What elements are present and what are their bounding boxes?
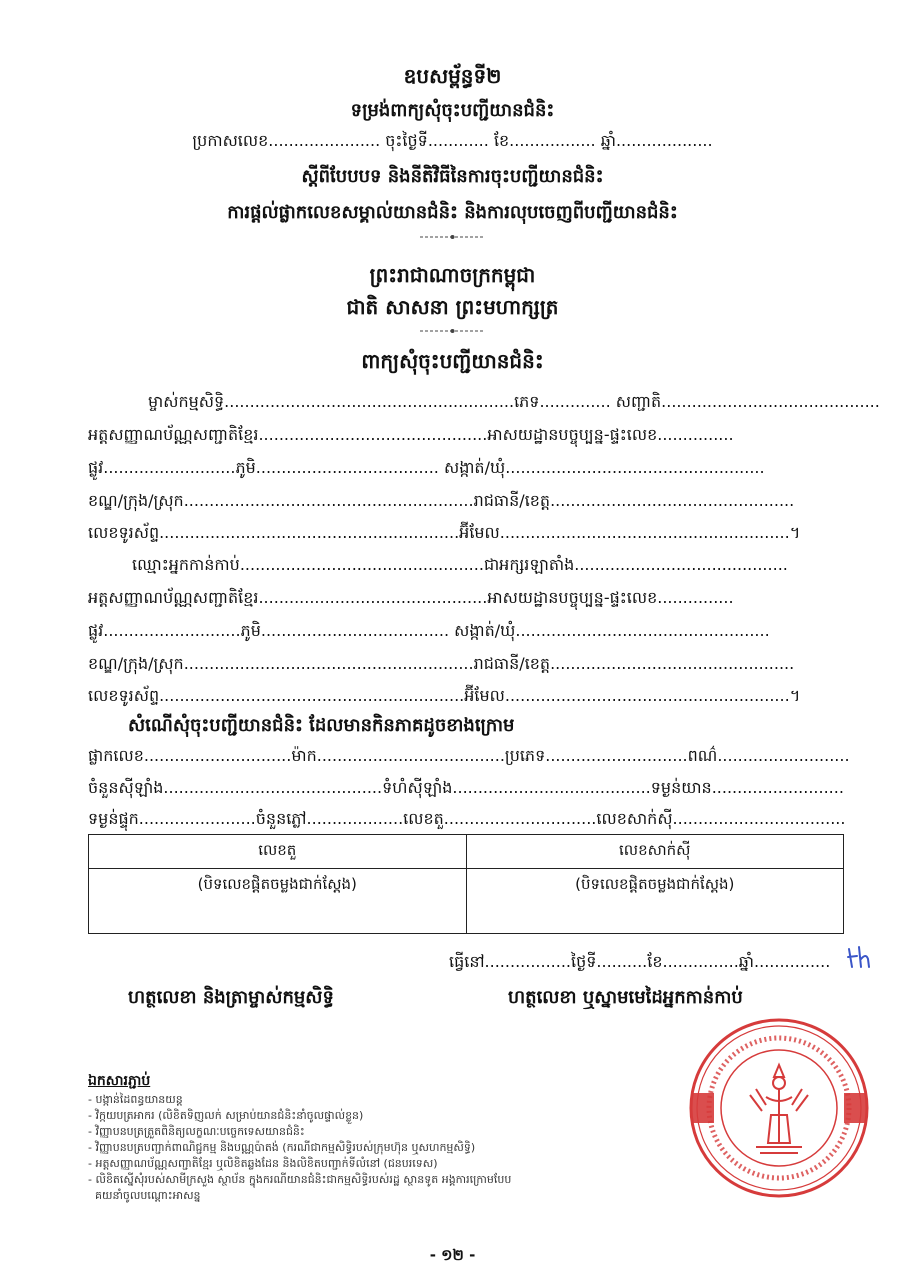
holder-line-1: ឈ្មោះអ្នកកាន់កាប់................................................ជាអក្សរឡាតាំង..........................................	[132, 555, 788, 574]
signature-owner-label: ហត្ថលេខា និងត្រាម្ចាស់កម្មសិទ្ធិ	[128, 987, 334, 1008]
form-title: ពាក្យសុំចុះបញ្ជីយានជំនិះ	[361, 349, 544, 373]
regulation-line-1: ស្តីពីបែបបទ និងនីតិវិធីនៃការចុះបញ្ជីយានជំនិះ	[301, 166, 604, 187]
attachments-heading: ឯកសារភ្ជាប់	[88, 1073, 151, 1089]
page-number: - ១២ -	[429, 1246, 476, 1264]
annex-title: ឧបសម្ព័ន្ធទី២	[403, 64, 502, 88]
holder-line-4: ខណ្ឌ/ក្រុង/ស្រុក.........................................................រាជធានី/ខេត្ត................................................	[88, 654, 795, 673]
attachment-item: - បង្កាន់ដៃពន្ធយានយន្ត	[88, 1093, 183, 1106]
owner-line-2: អត្តសញ្ញាណប័ណ្ណសញ្ជាតិខ្មែរ.............................................អាសយដ្ឋានបច្ចុប្បន្ន-ផ្ទះលេខ...............	[88, 425, 734, 444]
owner-line-5: លេខទូរស័ព្ទ...........................................................អ៊ីមែល.........................................................។	[88, 523, 801, 542]
vehicle-line-2: ចំនួនស៊ីឡាំង...........................................ទំហំស៊ីឡាំង.......................................ទម្ងន់យាន..........................	[88, 778, 844, 797]
request-heading: សំណើសុំចុះបញ្ជីយានជំនិះ ដែលមានកិនភាគដូចខាងក្រោម	[128, 715, 515, 736]
vehicle-line-1: ផ្លាកលេខ.............................ម៉ាក.....................................ប្រភេទ............................ពណ៌..........................	[88, 746, 850, 765]
attachment-item: - វិក្កយបត្រអាករ (លិខិតទិញលក់ សម្រាប់យានជំនិះនាំចូលផ្ទាល់ខ្លួន)	[88, 1109, 364, 1122]
attachment-item: - វិញ្ញាបនបត្រត្រួតពិនិត្យលក្ខណៈបច្ចេកទេសយានជំនិះ	[88, 1125, 305, 1138]
place-date-line: ធ្វើនៅ.................ថ្ងៃទី..........ខែ...............ឆ្នាំ...............	[449, 952, 831, 971]
proclamation-line: ប្រកាសលេខ...................... ចុះថ្ងៃទី............ ខែ................. ឆ្នាំ...................	[192, 131, 713, 150]
table-header-chassis: លេខតួ	[89, 835, 467, 869]
vehicle-line-3: ទម្ងន់ផ្ទុក.......................ចំនួនភ្លៅ...................លេខតួ..............................លេខសាក់ស៊ី..................................	[88, 809, 846, 828]
ornament-divider-2	[420, 328, 485, 334]
attachment-item: - លិខិតស្នើសុំរបស់សាមីក្រសួង ស្ថាប័ន ក្នុងករណីយានជំនិះជាកម្មសិទ្ធិរបស់រដ្ឋ ស្ថានទូត អង្គការក្រោមបែប	[88, 1173, 512, 1186]
table-header-engine: លេខសាក់ស៊ី	[466, 835, 844, 869]
official-seal-icon	[686, 1015, 872, 1201]
attachments-list	[88, 1093, 511, 1205]
ornament-divider-1	[420, 234, 485, 240]
attachment-item: - វិញ្ញាបនបត្របញ្ជាក់ពាណិជ្ជកម្ម និងបណ្ណប៉ាតង់ (ករណីជាកម្មសិទ្ធិរបស់ក្រុមហ៊ុន ឬសហកម្មសិទ្ធិ)	[88, 1141, 476, 1154]
attachment-item: - អត្តសញ្ញាណប័ណ្ណសញ្ជាតិខ្មែរ ឬលិខិតឆ្លងដែន និងលិខិតបញ្ជាក់ទីលំនៅ (ជនបរទេស)	[88, 1157, 438, 1170]
owner-line-1: ម្ចាស់កម្មសិទ្ធិ.........................................................ភេទ.............. សញ្ជាតិ...........................................	[148, 392, 880, 411]
owner-line-4: ខណ្ឌ/ក្រុង/ស្រុក.........................................................រាជធានី/ខេត្ត................................................	[88, 491, 795, 510]
kingdom-title: ព្រះរាជាណាចក្រកម្ពុជា	[369, 263, 536, 287]
motto: ជាតិ សាសនា ព្រះមហាក្សត្រ	[346, 295, 559, 319]
holder-line-3: ផ្លូវ...........................ភូមិ..................................... សង្កាត់/ឃុំ..................................................	[88, 621, 770, 640]
regulation-line-2: ការផ្តល់ផ្លាកលេខសម្គាល់យានជំនិះ និងការលុបចេញពីបញ្ជីយានជំនិះ	[227, 202, 678, 223]
signature-holder-label: ហត្ថលេខា ឬស្នាមមេដៃអ្នកកាន់កាប់	[508, 987, 743, 1008]
signature-mark-icon	[846, 945, 872, 971]
chassis-engine-table	[88, 834, 844, 934]
holder-line-5: លេខទូរស័ព្ទ............................................................អ៊ីមែល........................................................។	[88, 686, 801, 705]
attachment-item: គយនាំចូលបណ្តោះអាសន្ន	[88, 1189, 201, 1202]
table-cell-engine-note: (បិទលេខផ្តិតចម្លងជាក់ស្តែង)	[466, 869, 844, 934]
holder-line-2: អត្តសញ្ញាណប័ណ្ណសញ្ជាតិខ្មែរ.............................................អាសយដ្ឋានបច្ចុប្បន្ន-ផ្ទះលេខ...............	[88, 588, 734, 607]
owner-line-3: ផ្លូវ..........................ភូមិ.................................... សង្កាត់/ឃុំ...................................................	[88, 458, 765, 477]
table-cell-chassis-note: (បិទលេខផ្តិតចម្លងជាក់ស្តែង)	[89, 869, 467, 934]
form-subtitle: ទម្រង់ពាក្យសុំចុះបញ្ជីយានជំនិះ	[350, 100, 555, 121]
